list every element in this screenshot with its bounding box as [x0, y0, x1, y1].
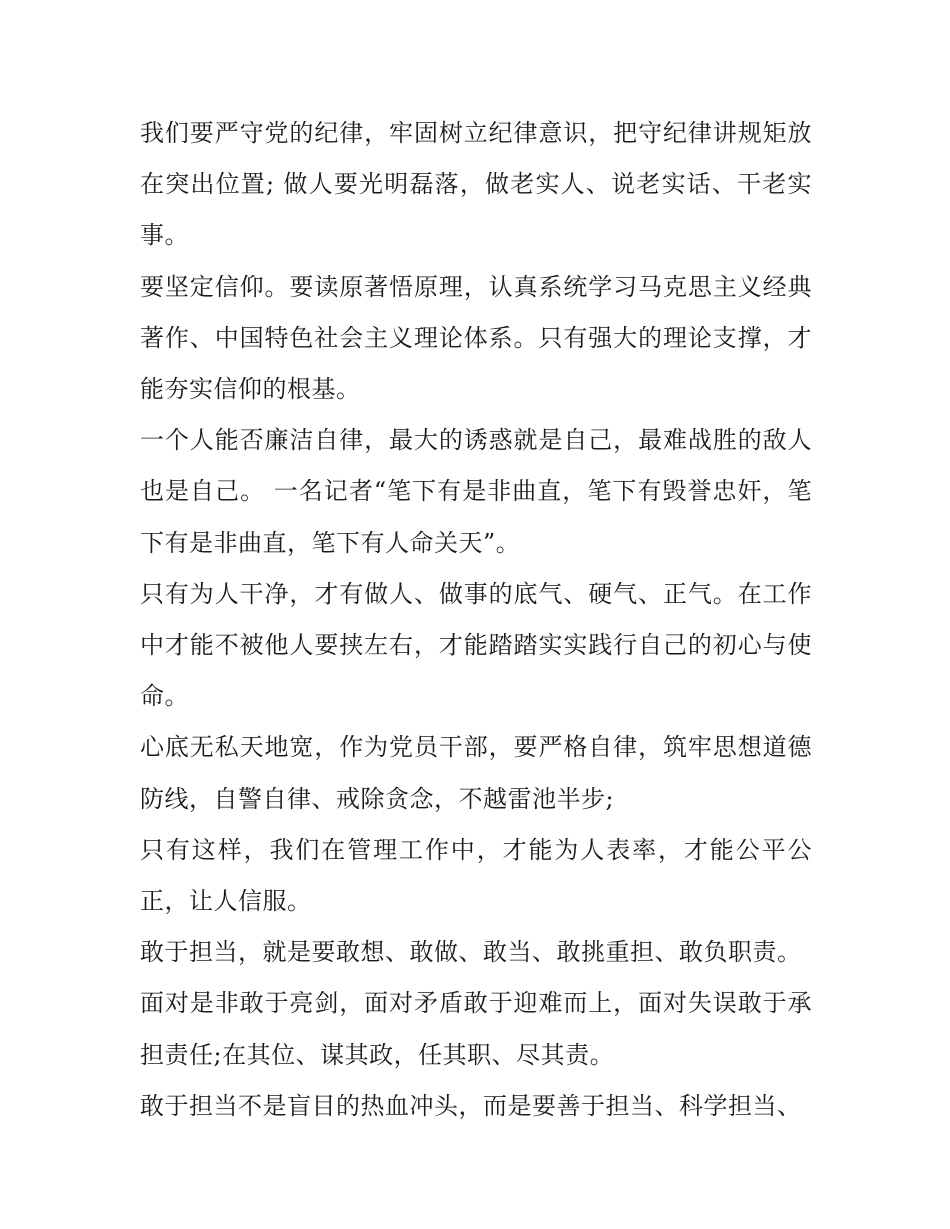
paragraph-6: 只有这样，我们在管理工作中，才能为人表率，才能公平公正，让人信服。 [140, 835, 812, 916]
paragraph-5: 心底无私天地宽，作为党员干部，要严格自律，筑牢思想道德防线，自警自律、戒除贪念，不越雷池半步; [140, 733, 812, 813]
paragraph-4: 只有为人干净，才有做人、做事的底气、硬气、正气。在工作中才能不被他人要挟左右，才能踏踏实实践行自己的初心与使命。 [140, 579, 812, 711]
paragraph-1: 我们要严守党的纪律，牢固树立纪律意识，把守纪律讲规矩放在突出位置; 做人要光明磊落，做老实人、说老实话、干老实事。 [140, 119, 812, 250]
paragraph-7: 敢于担当，就是要敢想、敢做、敢当、敢挑重担、敢负职责。 [140, 938, 802, 967]
paragraph-9: 敢于担当不是盲目的热血冲头，而是要善于担当、科学担当、 [140, 1091, 802, 1120]
paragraph-8: 面对是非敢于亮剑，面对矛盾敢于迎难而上，面对失误敢于承担责任;在其位、谋其政，任其职、尽其责。 [140, 989, 812, 1069]
paragraph-2: 要坚定信仰。要读原著悟原理，认真系统学习马克思主义经典著作、中国特色社会主义理论体系。只有强大的理论支撑，才能夯实信仰的根基。 [140, 272, 812, 404]
document-body [140, 108, 812, 1132]
paragraph-3: 一个人能否廉洁自律，最大的诱惑就是自己，最难战胜的敌人也是自己。 一名记者“笔下有是非曲直，笔下有毁誉忠奸，笔下有是非曲直，笔下有人命关天”。 [140, 426, 812, 557]
